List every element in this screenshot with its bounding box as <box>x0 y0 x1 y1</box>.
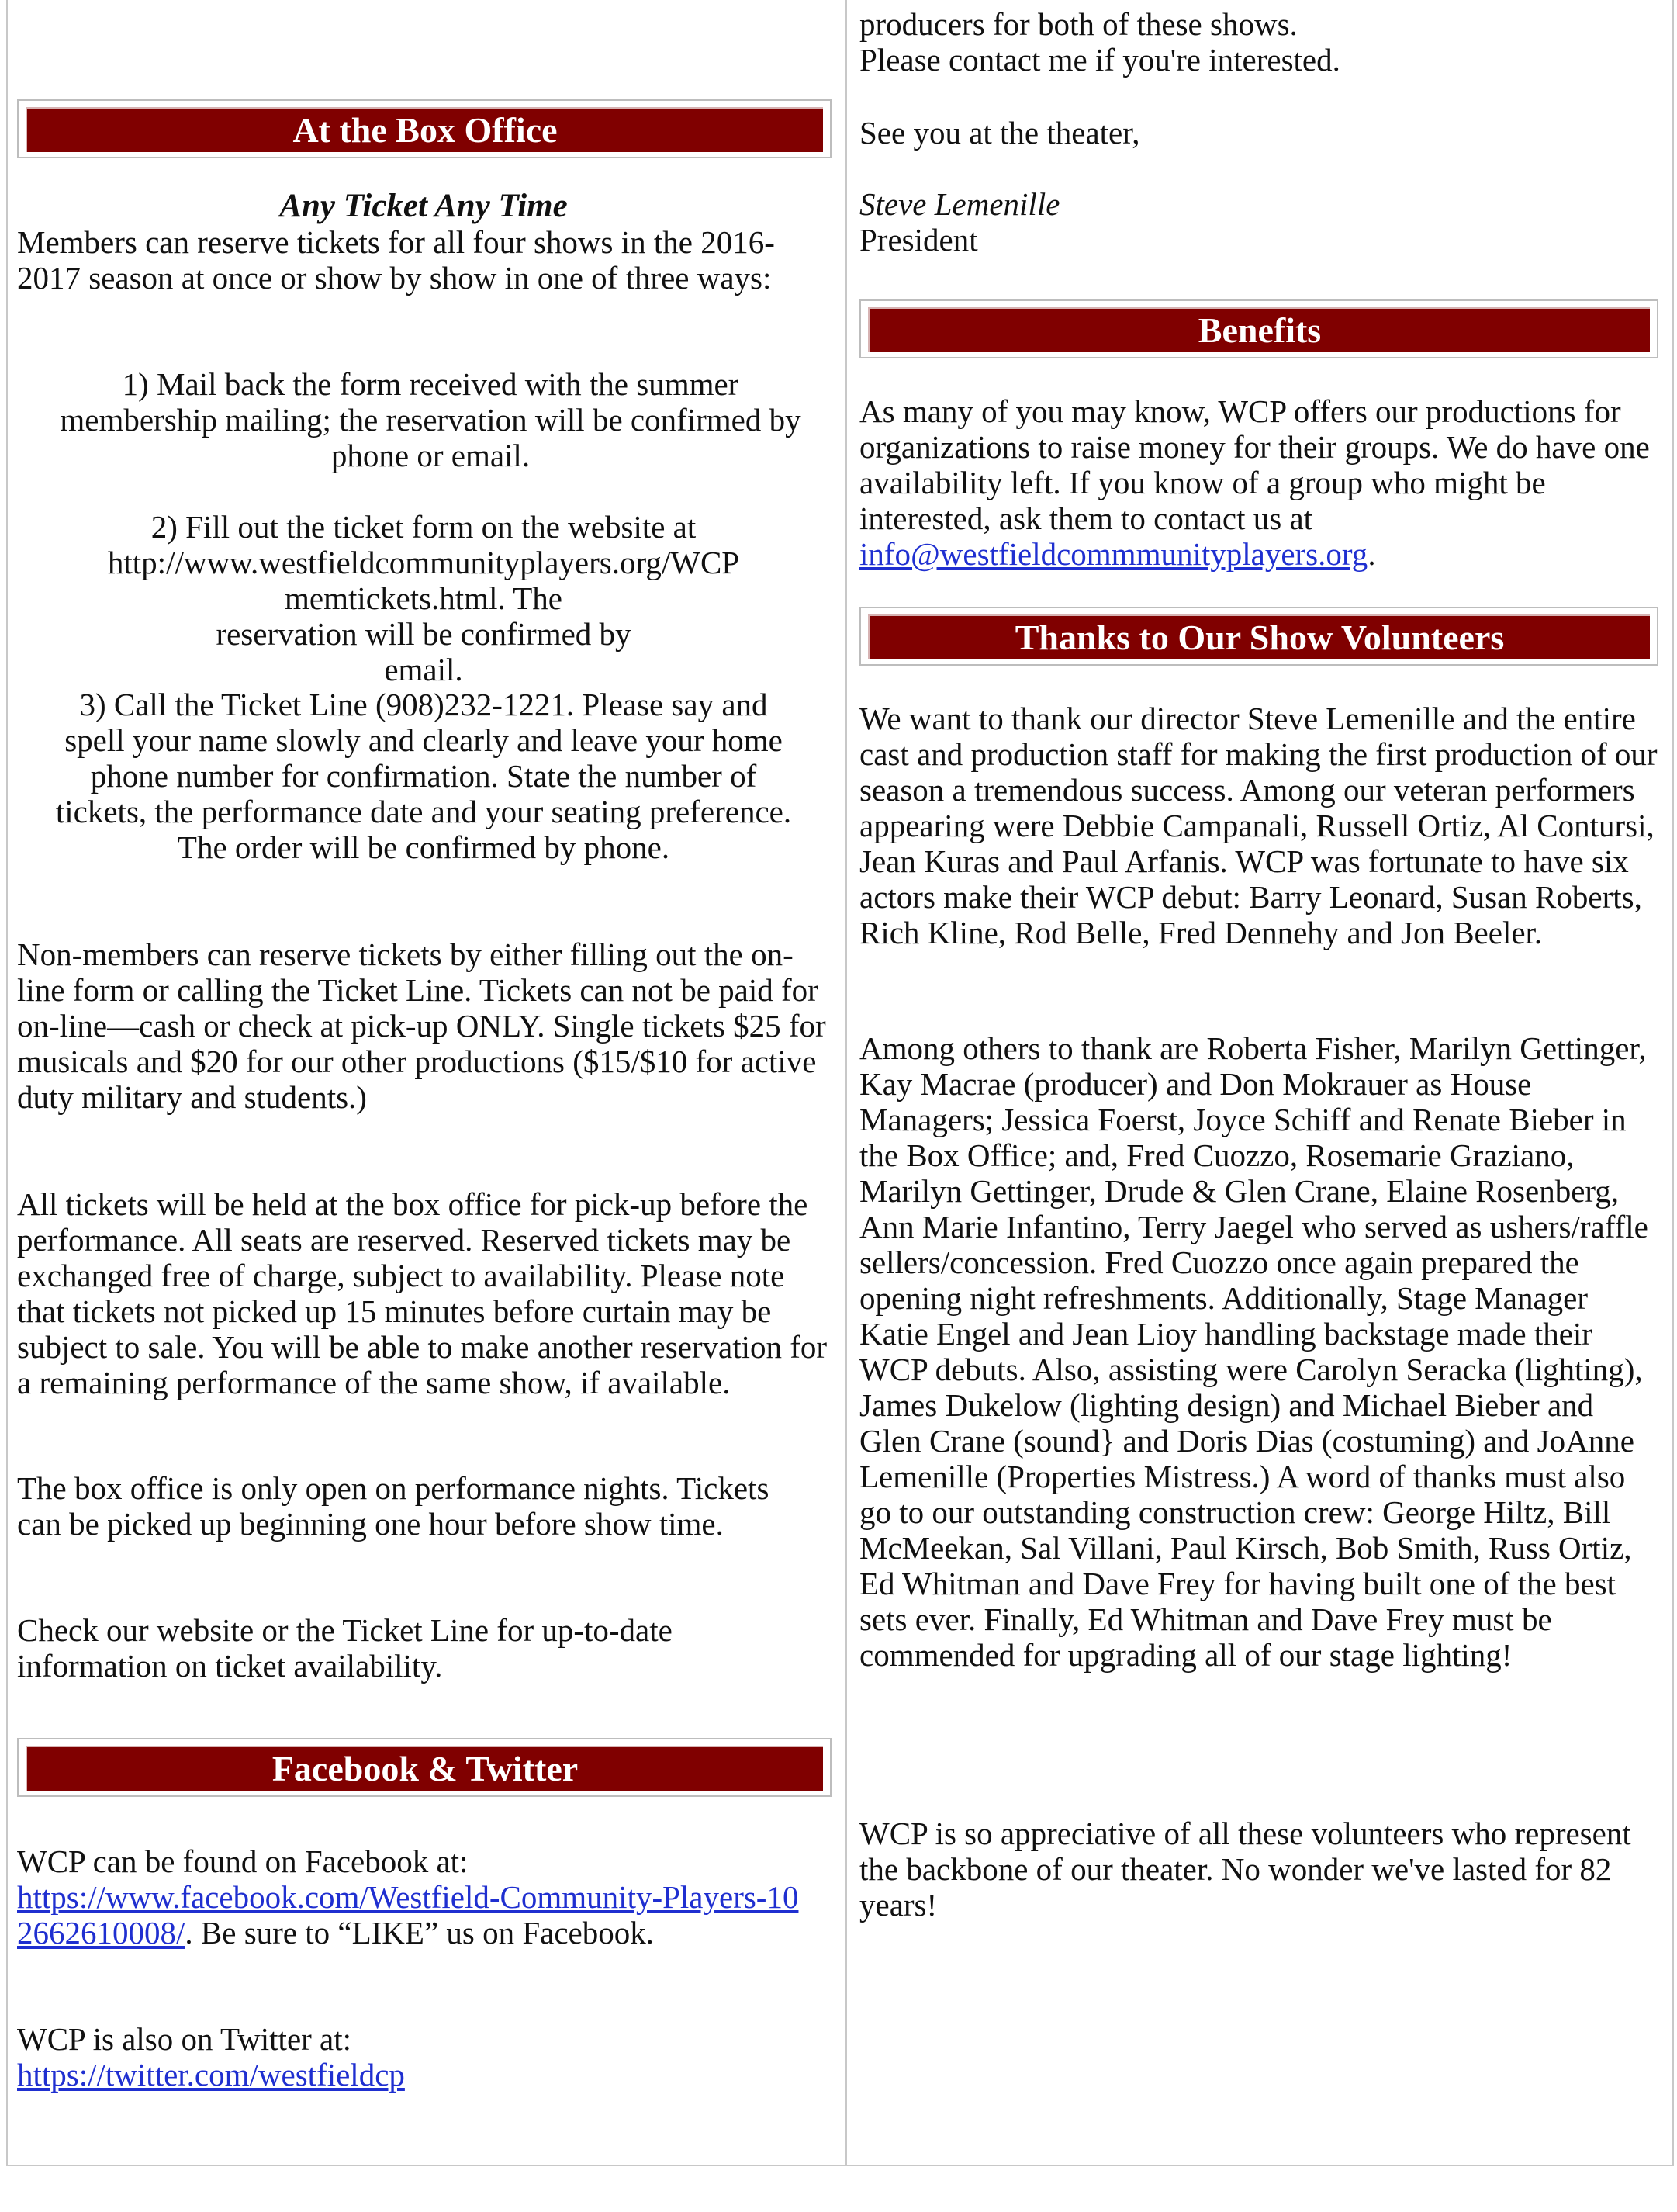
reservation-option-website <box>17 509 830 687</box>
letter-continuation <box>859 6 1663 78</box>
social-heading: Facebook & Twitter <box>26 1746 823 1791</box>
letter-line-1: producers for both of these shows. <box>859 6 1298 42</box>
members-intro: Members can reserve tickets for all four shows in the 2016-2017 season at once or show by show in one of three ways: <box>17 224 775 296</box>
benefits-period: . <box>1368 536 1376 572</box>
reservation-option-mail: 1) Mail back the form received with the summer membership mailing; the reservation will be confirmed by phone or email. <box>60 366 801 473</box>
benefits-text: As many of you may know, WCP offers our productions for organizations to raise money for their groups. We do have one availability left. If you know of a group who might be interested, ask them to contact us at <box>859 393 1650 536</box>
benefits-banner-frame <box>859 299 1658 358</box>
benefits-paragraph <box>859 393 1663 572</box>
letter-closing: See you at the theater, <box>859 115 1140 151</box>
facebook-text <box>17 1879 800 1951</box>
twitter-link[interactable]: https://twitter.com/westfieldcp <box>17 2057 405 2093</box>
box-office-banner-frame <box>17 99 832 158</box>
volunteers-paragraph-1: We want to thank our director Steve Lemenille and the entire cast and production staff for making the first production of our season a tremendous success. Among our veteran performers appearing were Debbie Campanali, Russell Ortiz, Al Contursi, Jean Kuras and Paul Arfanis. WCP was fortunate to have six actors make their WCP debut: Barry Leonard, Susan Roberts, Rich Kline, Rod Belle, Fred Dennehy and Jon Beeler. <box>859 701 1658 950</box>
twitter-intro: WCP is also on Twitter at: <box>17 2021 352 2057</box>
social-banner-frame <box>17 1738 832 1797</box>
box-office-hours-paragraph: The box office is only open on performance nights. Tickets can be picked up beginning one hour before show time. <box>17 1470 769 1542</box>
volunteers-banner-frame <box>859 607 1658 666</box>
volunteers-heading: Thanks to Our Show Volunteers <box>868 614 1650 659</box>
twitter-block <box>17 2021 830 2093</box>
facebook-intro: WCP can be found on Facebook at: <box>17 1843 469 1879</box>
facebook-like-text: . Be sure to “LIKE” us on Facebook. <box>185 1915 654 1951</box>
option-website-url: http://www.westfieldcommunityplayers.org/WCP <box>107 545 740 580</box>
volunteers-paragraph-2: Among others to thank are Roberta Fisher, Marilyn Gettinger, Kay Macrae (producer) and Don Mokrauer as House Managers; Jessica Foerst, Joyce Schiff and Renate Bieber in the Box Office; and, Fred Cuozzo, Rosemarie Graziano, Marilyn Gettinger, Drude & Glen Crane, Elaine Rosenberg, Ann Marie Infantino, Terry Jaegel who served as ushers/raffle sellers/concession. Fred Cuozzo once again prepared the opening night refreshments. Additionally, Stage Manager Katie Engel and Jean Lioy handling backstage made their WCP debuts. Also, assisting were Carolyn Seracka (lighting), James Dukelow (lighting design) and Michael Bieber and Glen Crane (sound} and Doris Dias (costuming) and JoAnne Lemenille (Properties Mistress.) A word of thanks must also go to our outstanding construction crew: George Hiltz, Bill McMeekan, Sal Villani, Paul Kirsch, Bob Smith, Russ Ortiz, Ed Whitman and Dave Frey for having built one of the best sets ever. Finally, Ed Whitman and Dave Frey must be commended for upgrading all of our stage lighting! <box>859 1030 1648 1673</box>
nonmembers-paragraph: Non-members can reserve tickets by either filling out the on-line form or calling the Ticket Line. Tickets can not be paid for on-line—cash or check at pick-up ONLY. Single tickets $25 for musicals and $20 for our other productions ($15/$10 for active duty military and students.) <box>17 936 826 1115</box>
box-office-heading: At the Box Office <box>26 107 823 152</box>
option-website-tail: memtickets.html. The reservation will be confirmed by email. <box>216 580 631 687</box>
pickup-paragraph: All tickets will be held at the box office for pick-up before the performance. All seats are reserved. Reserved tickets may be exchanged free of charge, subject to availability. Please note that tickets not picked up 15 minutes before curtain may be subject to sale. You will be able to make another reservation for a remaining performance of the same show, if available. <box>17 1186 828 1400</box>
benefits-email-link[interactable]: info@westfieldcommmunityplayers.org <box>859 536 1368 572</box>
column-divider <box>845 0 847 2166</box>
signature-name: Steve Lemenille <box>859 186 1060 222</box>
letter-line-2: Please contact me if you're interested. <box>859 42 1340 78</box>
facebook-block <box>17 1843 830 1951</box>
letter-signature-block <box>859 186 1663 258</box>
any-ticket-subheading: Any Ticket Any Time <box>279 188 568 224</box>
volunteers-paragraph-3: WCP is so appreciative of all these volunteers who represent the backbone of our theater. No wonder we've lasted for 82 years! <box>859 1816 1631 1923</box>
availability-paragraph: Check our website or the Ticket Line for up-to-date information on ticket availability. <box>17 1612 673 1684</box>
reservation-option-phone: 3) Call the Ticket Line (908)232-1221. Please say and spell your name slowly and clearly and leave your home phone number for confirmation. State the number of tickets, the performance date and your seating preference. The order will be confirmed by phone. <box>55 687 792 865</box>
facebook-link[interactable]: https://www.facebook.com/Westfield-Community-Players-102662610008/ <box>17 1879 799 1951</box>
benefits-heading: Benefits <box>868 307 1650 352</box>
signature-title: President <box>859 222 978 258</box>
option-website-text: 2) Fill out the ticket form on the website at <box>150 509 697 545</box>
